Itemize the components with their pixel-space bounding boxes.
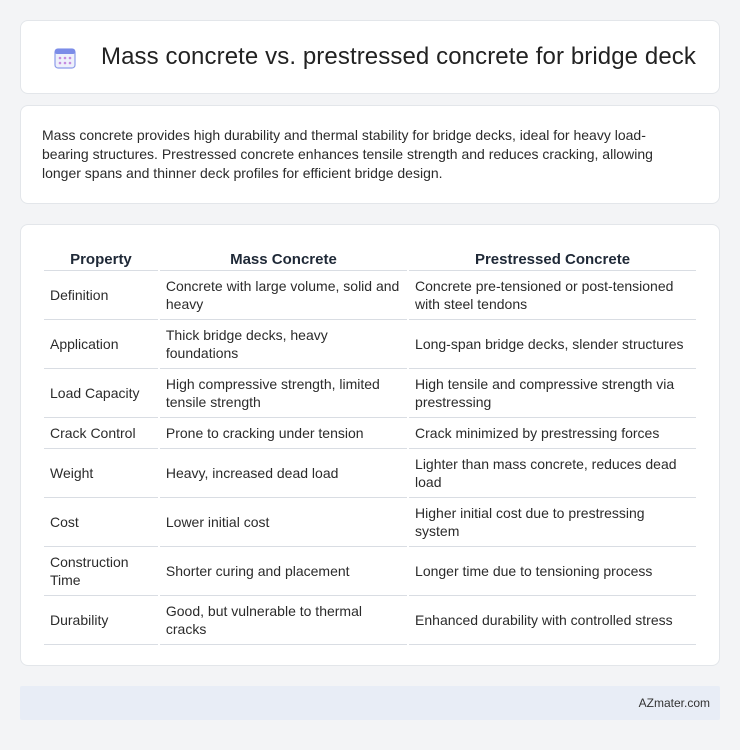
prestressed-concrete-cell: Enhanced durability with controlled stress: [409, 596, 696, 645]
row-label: Weight: [44, 449, 158, 498]
table-row: [44, 498, 696, 547]
row-label: Construction Time: [44, 547, 158, 596]
table-row: [44, 547, 696, 596]
title-card: [20, 20, 720, 94]
row-label: Durability: [44, 596, 158, 645]
table-row: [44, 449, 696, 498]
row-label: Application: [44, 320, 158, 369]
table-row: [44, 320, 696, 369]
footer-bar: [20, 686, 720, 720]
mass-concrete-cell: Concrete with large volume, solid and heavy: [160, 271, 407, 320]
summary-text: Mass concrete provides high durability and thermal stability for bridge decks, ideal for heavy load-bearing structures. Prestressed concrete enhances tensile strength and reduces cracking, allowing longer spans and thinner deck profiles for efficient bridge design.: [42, 127, 653, 181]
comparison-table-card: [20, 224, 720, 666]
table-row: [44, 418, 696, 449]
footer-brand[interactable]: AZmater.com: [638, 696, 710, 710]
calendar-icon: [53, 46, 77, 70]
row-label: Crack Control: [44, 418, 158, 449]
prestressed-concrete-cell: Lighter than mass concrete, reduces dead load: [409, 449, 696, 498]
prestressed-concrete-cell: Long-span bridge decks, slender structures: [409, 320, 696, 369]
prestressed-concrete-cell: Concrete pre-tensioned or post-tensioned with steel tendons: [409, 271, 696, 320]
prestressed-concrete-cell: High tensile and compressive strength via prestressing: [409, 369, 696, 418]
row-label: Definition: [44, 271, 158, 320]
mass-concrete-cell: High compressive strength, limited tensile strength: [160, 369, 407, 418]
mass-concrete-cell: Lower initial cost: [160, 498, 407, 547]
table-row: [44, 596, 696, 645]
mass-concrete-cell: Prone to cracking under tension: [160, 418, 407, 449]
comparison-table: [42, 245, 698, 645]
page-title: Mass concrete vs. prestressed concrete for bridge deck: [101, 43, 696, 70]
mass-concrete-cell: Heavy, increased dead load: [160, 449, 407, 498]
prestressed-concrete-cell: Crack minimized by prestressing forces: [409, 418, 696, 449]
column-header-property: Property: [44, 245, 158, 271]
prestressed-concrete-cell: Longer time due to tensioning process: [409, 547, 696, 596]
prestressed-concrete-cell: Higher initial cost due to prestressing system: [409, 498, 696, 547]
mass-concrete-cell: Shorter curing and placement: [160, 547, 407, 596]
summary-card: [20, 105, 720, 204]
table-row: [44, 369, 696, 418]
mass-concrete-cell: Good, but vulnerable to thermal cracks: [160, 596, 407, 645]
mass-concrete-cell: Thick bridge decks, heavy foundations: [160, 320, 407, 369]
row-label: Load Capacity: [44, 369, 158, 418]
column-header-mass-concrete: Mass Concrete: [160, 245, 407, 271]
table-header-row: [44, 245, 696, 271]
column-header-prestressed-concrete: Prestressed Concrete: [409, 245, 696, 271]
row-label: Cost: [44, 498, 158, 547]
table-row: [44, 271, 696, 320]
